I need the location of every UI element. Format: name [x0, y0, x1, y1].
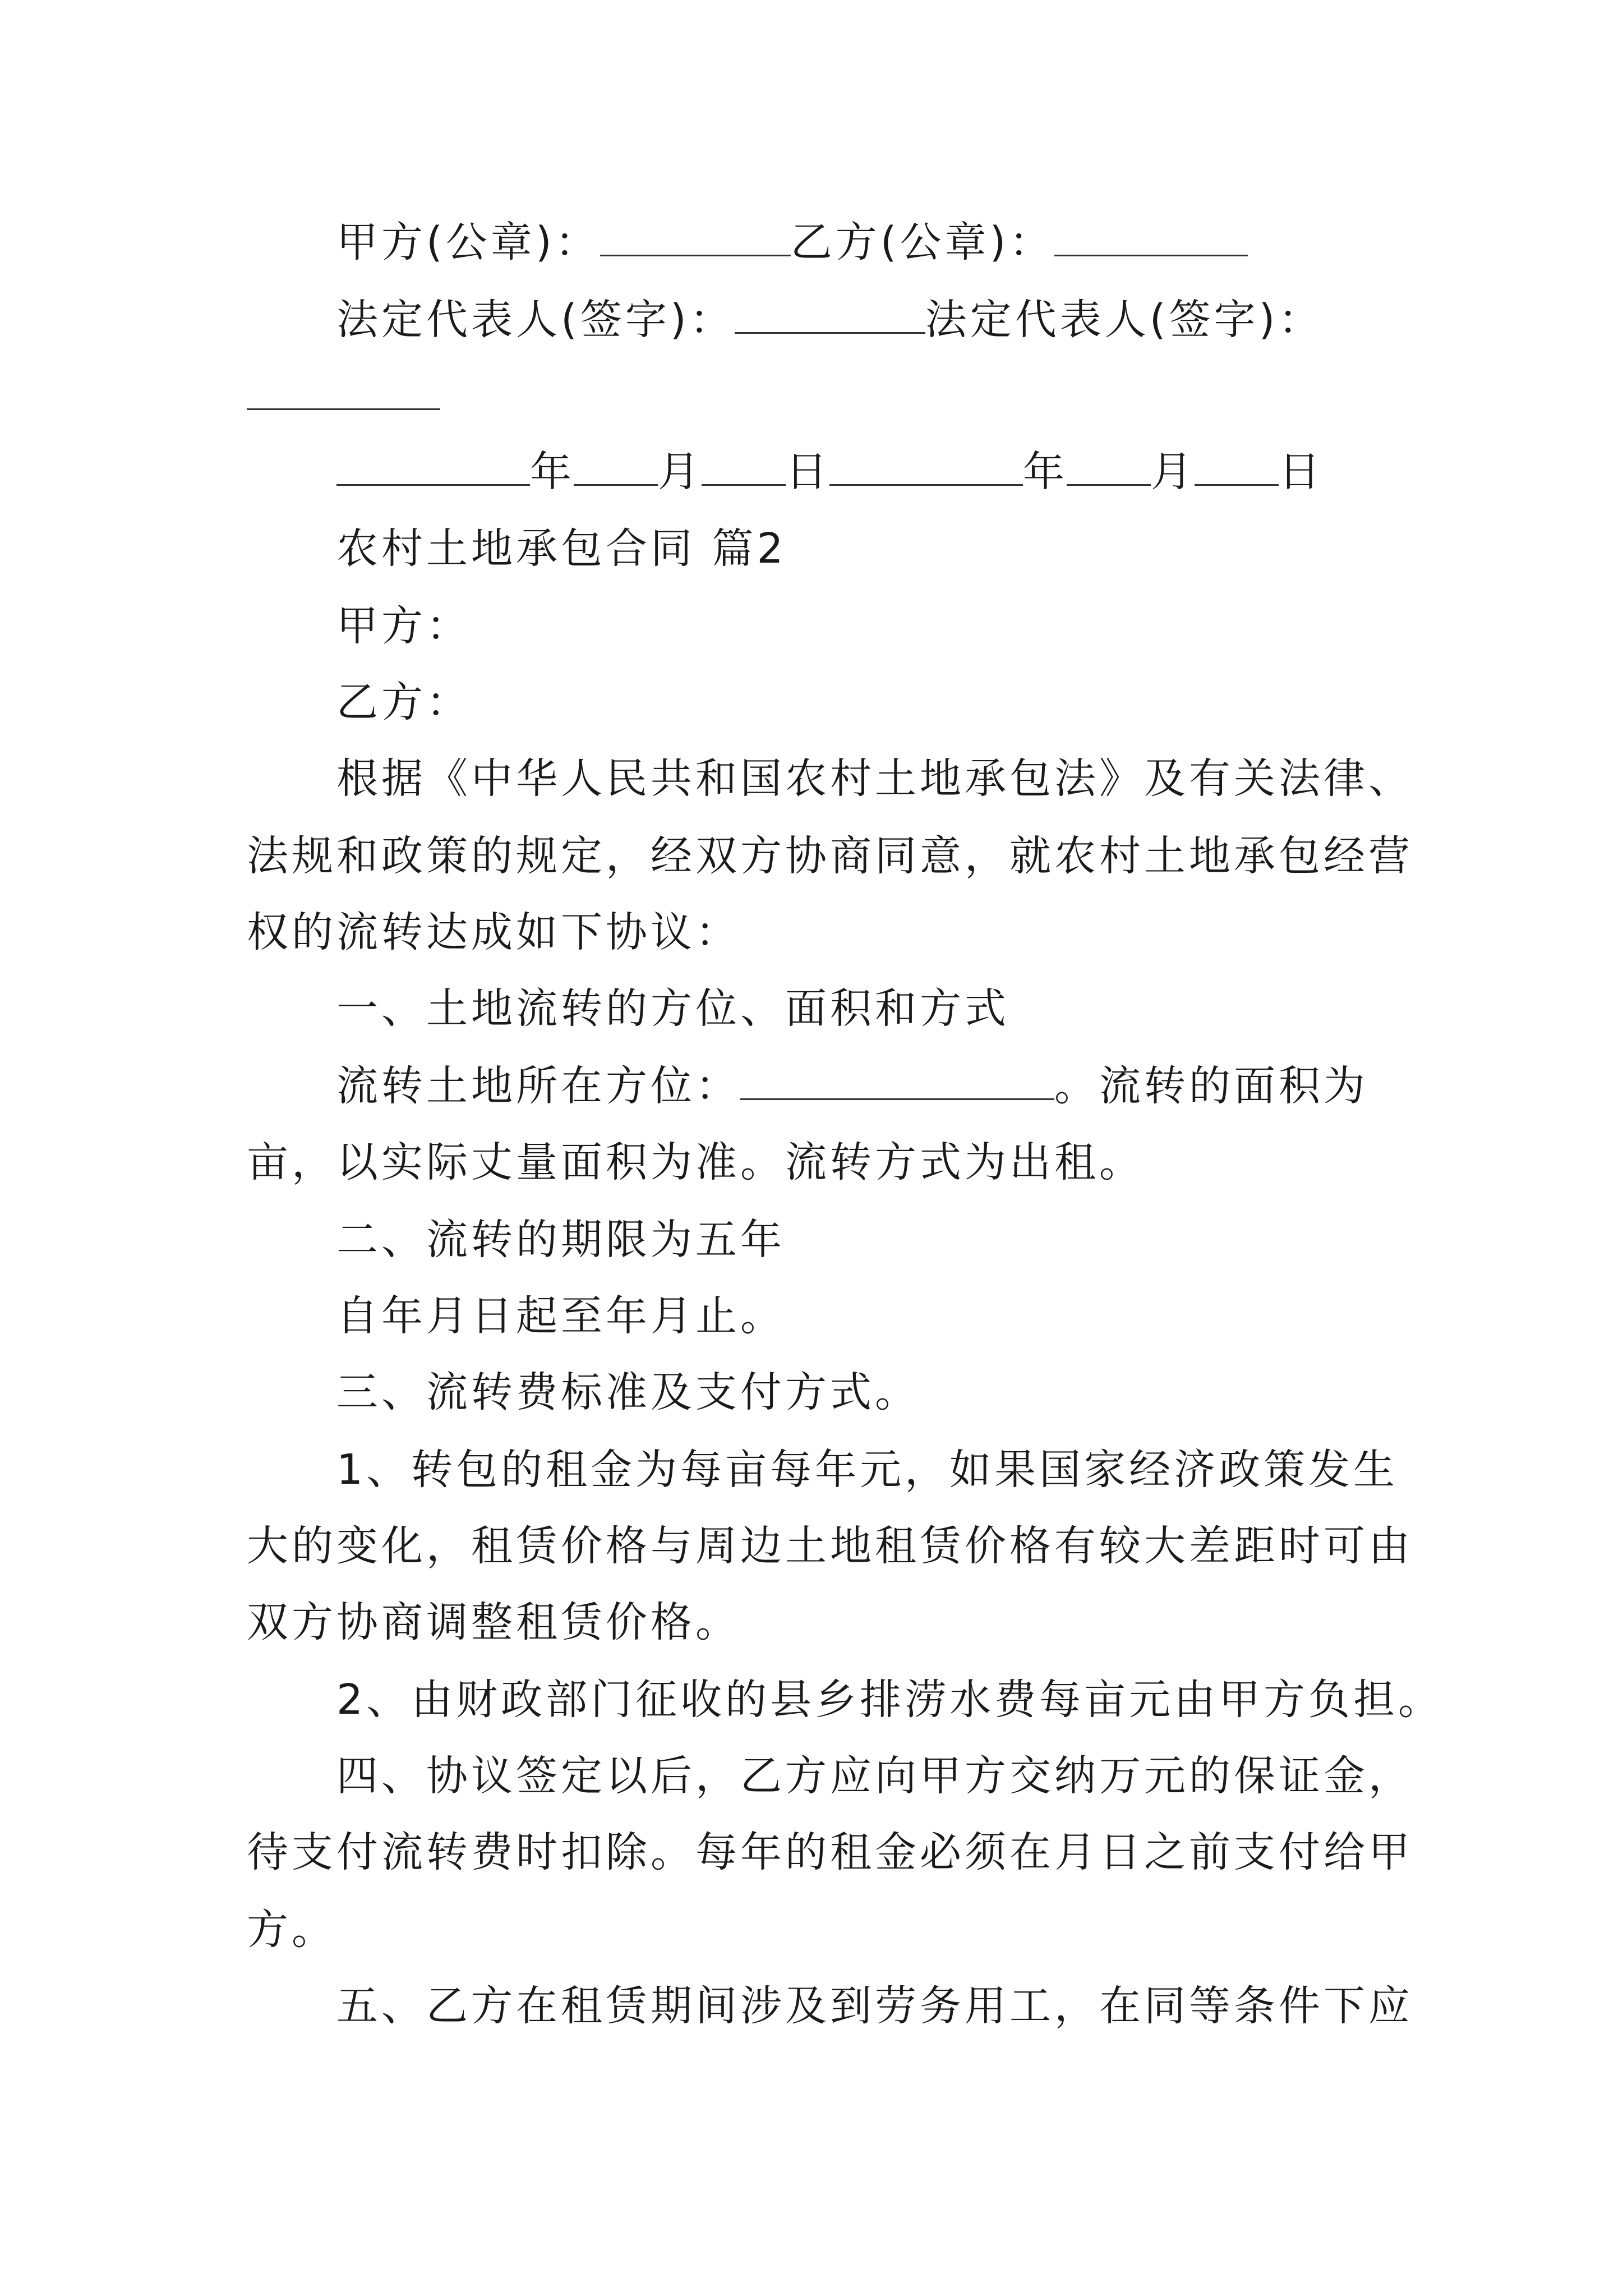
period-line: 自年月日起至年月止。 — [336, 1292, 785, 1340]
location-rest: 。流转的面积为 — [1054, 1062, 1368, 1110]
heading-1: 一、土地流转的方位、面积和方式 — [336, 984, 1009, 1033]
section-title: 农村土地承包合同 篇2 — [336, 524, 787, 573]
party-a-seal-label: 甲方(公章)： — [336, 218, 600, 266]
area-line: 亩，以实际丈量面积为准。流转方式为出租。 — [247, 1138, 1144, 1186]
party-b-line: 乙方： — [336, 678, 471, 726]
location-label: 流转土地所在方位： — [336, 1062, 740, 1110]
date-b-year: 年 — [1023, 448, 1067, 496]
party-a-line: 甲方： — [336, 602, 471, 650]
rep-b-label: 法定代表人(签字)： — [925, 296, 1324, 344]
deposit-line-1: 四、协议签定以后，乙方应向甲方交纳万元的保证金， — [336, 1752, 1413, 1800]
deposit-line-2: 待支付流转费时扣除。每年的租金必须在月日之前支付给甲 — [247, 1828, 1413, 1876]
heading-3: 三、流转费标准及支付方式。 — [336, 1368, 920, 1416]
rent-line-3: 双方协商调整租赁价格。 — [247, 1598, 740, 1646]
date-b-month: 月 — [1151, 448, 1195, 496]
rep-line — [336, 286, 1324, 353]
date-a-day-blank — [702, 440, 786, 486]
party-a-seal-blank — [600, 211, 791, 256]
date-b-day: 日 — [1279, 448, 1322, 496]
date-b-month-blank — [1067, 440, 1151, 486]
date-a-month: 月 — [658, 448, 702, 496]
date-a-day: 日 — [786, 448, 829, 496]
rep-b-line — [247, 362, 440, 430]
date-a-year: 年 — [530, 448, 574, 496]
heading-2: 二、流转的期限为五年 — [336, 1216, 785, 1264]
date-line — [336, 438, 1322, 505]
date-a-month-blank — [574, 440, 658, 486]
rep-b-blank — [247, 365, 440, 410]
date-b-year-blank — [829, 440, 1023, 486]
deposit-line-3: 方。 — [247, 1906, 336, 1954]
intro-line-2: 法规和政策的规定，经双方协商同意，就农村土地承包经营 — [247, 832, 1413, 880]
intro-line-1: 根据《中华人民共和国农村土地承包法》及有关法律、 — [336, 754, 1413, 803]
intro-line-3: 权的流转达成如下协议： — [247, 908, 740, 956]
seal-line — [336, 209, 1248, 276]
date-b-day-blank — [1195, 440, 1279, 486]
location-blank — [740, 1055, 1054, 1100]
rent-line-2: 大的变化，租赁价格与周边土地租赁价格有较大差距时可由 — [247, 1522, 1413, 1570]
labor-line-1: 五、乙方在租赁期间涉及到劳务用工，在同等条件下应 — [336, 1982, 1413, 2030]
rent-line-1: 1、转包的租金为每亩每年元，如果国家经济政策发生 — [336, 1446, 1399, 1494]
location-line — [336, 1052, 1368, 1120]
rep-a-label: 法定代表人(签字)： — [336, 296, 735, 344]
date-a-year-blank — [336, 440, 530, 486]
fee-line: 2、由财政部门征收的县乡排涝水费每亩元由甲方负担。 — [336, 1676, 1444, 1724]
party-b-seal-label: 乙方(公章)： — [790, 218, 1054, 266]
rep-a-blank — [735, 288, 925, 334]
party-b-seal-blank — [1054, 211, 1248, 256]
